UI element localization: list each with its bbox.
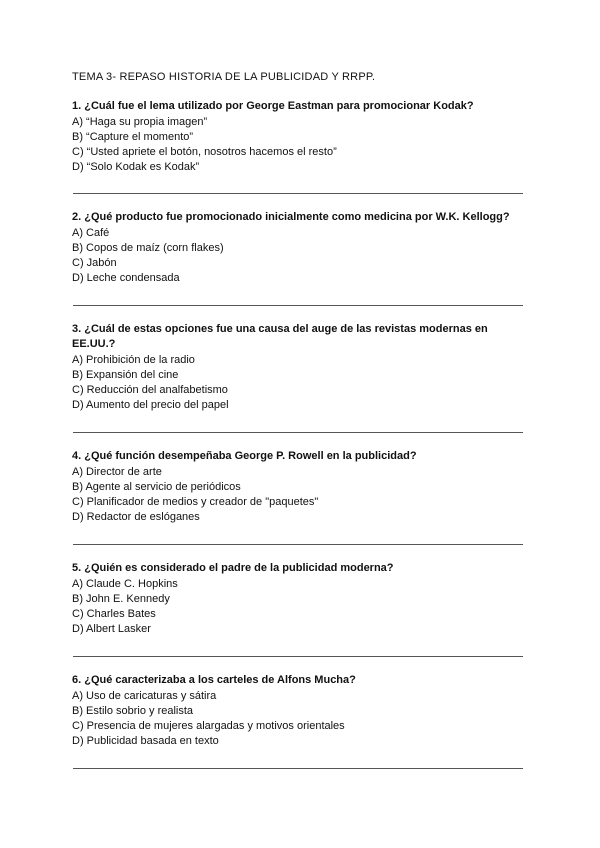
- question-text: 6. ¿Qué caracterizaba a los carteles de Alfons Mucha?: [72, 674, 356, 686]
- question-text: 5. ¿Quién es considerado el padre de la publicidad moderna?: [72, 562, 394, 574]
- option-c: C) Reducción del analfabetismo: [72, 384, 228, 396]
- option-a: A) Claude C. Hopkins: [72, 578, 178, 590]
- document-title: TEMA 3- REPASO HISTORIA DE LA PUBLICIDAD Y RRPP.: [72, 71, 376, 83]
- option-b: B) Copos de maíz (corn flakes): [72, 242, 224, 254]
- option-d: D) Publicidad basada en texto: [72, 735, 219, 747]
- question-2: [72, 210, 532, 286]
- option-list: [72, 465, 532, 525]
- option-d: D) Albert Lasker: [72, 623, 151, 635]
- option-list: [72, 353, 497, 413]
- option-a: A) Café: [72, 227, 110, 239]
- option-d: D) Redactor de eslóganes: [72, 511, 200, 523]
- question-4: [72, 449, 532, 525]
- option-b: B) Estilo sobrio y realista: [72, 705, 194, 717]
- option-c: C) Presencia de mujeres alargadas y motivos orientales: [72, 720, 345, 732]
- option-a: A) Uso de caricaturas y sátira: [72, 690, 217, 702]
- question-text: 1. ¿Cuál fue el lema utilizado por George Eastman para promocionar Kodak?: [72, 100, 474, 112]
- option-list: [72, 577, 532, 637]
- question-3: [72, 322, 497, 413]
- question-6: [72, 673, 532, 749]
- question-text: 4. ¿Qué función desempeñaba George P. Rowell en la publicidad?: [72, 450, 417, 462]
- question-text: 3. ¿Cuál de estas opciones fue una causa del auge de las revistas modernas en EE.UU.?: [72, 323, 488, 350]
- option-d: D) Leche condensada: [72, 272, 180, 284]
- answer-line: [73, 544, 523, 545]
- option-d: D) “Solo Kodak es Kodak”: [72, 161, 200, 173]
- option-a: A) “Haga su propia imagen”: [72, 116, 208, 128]
- question-1: [72, 99, 532, 175]
- option-list: [72, 226, 532, 286]
- option-d: D) Aumento del precio del papel: [72, 399, 229, 411]
- option-a: A) Director de arte: [72, 466, 162, 478]
- option-list: [72, 689, 532, 749]
- option-a: A) Prohibición de la radio: [72, 354, 195, 366]
- option-c: C) Jabón: [72, 257, 117, 269]
- answer-line: [73, 432, 523, 433]
- option-b: B) “Capture el momento”: [72, 131, 194, 143]
- option-c: C) Charles Bates: [72, 608, 156, 620]
- answer-line: [73, 768, 523, 769]
- option-b: B) Agente al servicio de periódicos: [72, 481, 241, 493]
- option-b: B) John E. Kennedy: [72, 593, 170, 605]
- answer-line: [73, 305, 523, 306]
- answer-line: [73, 193, 523, 194]
- question-5: [72, 561, 532, 637]
- option-c: C) “Usted apriete el botón, nosotros hacemos el resto”: [72, 146, 337, 158]
- option-b: B) Expansión del cine: [72, 369, 179, 381]
- option-c: C) Planificador de medios y creador de "paquetes": [72, 496, 319, 508]
- answer-line: [73, 656, 523, 657]
- question-text: 2. ¿Qué producto fue promocionado inicialmente como medicina por W.K. Kellogg?: [72, 211, 510, 223]
- option-list: [72, 115, 532, 175]
